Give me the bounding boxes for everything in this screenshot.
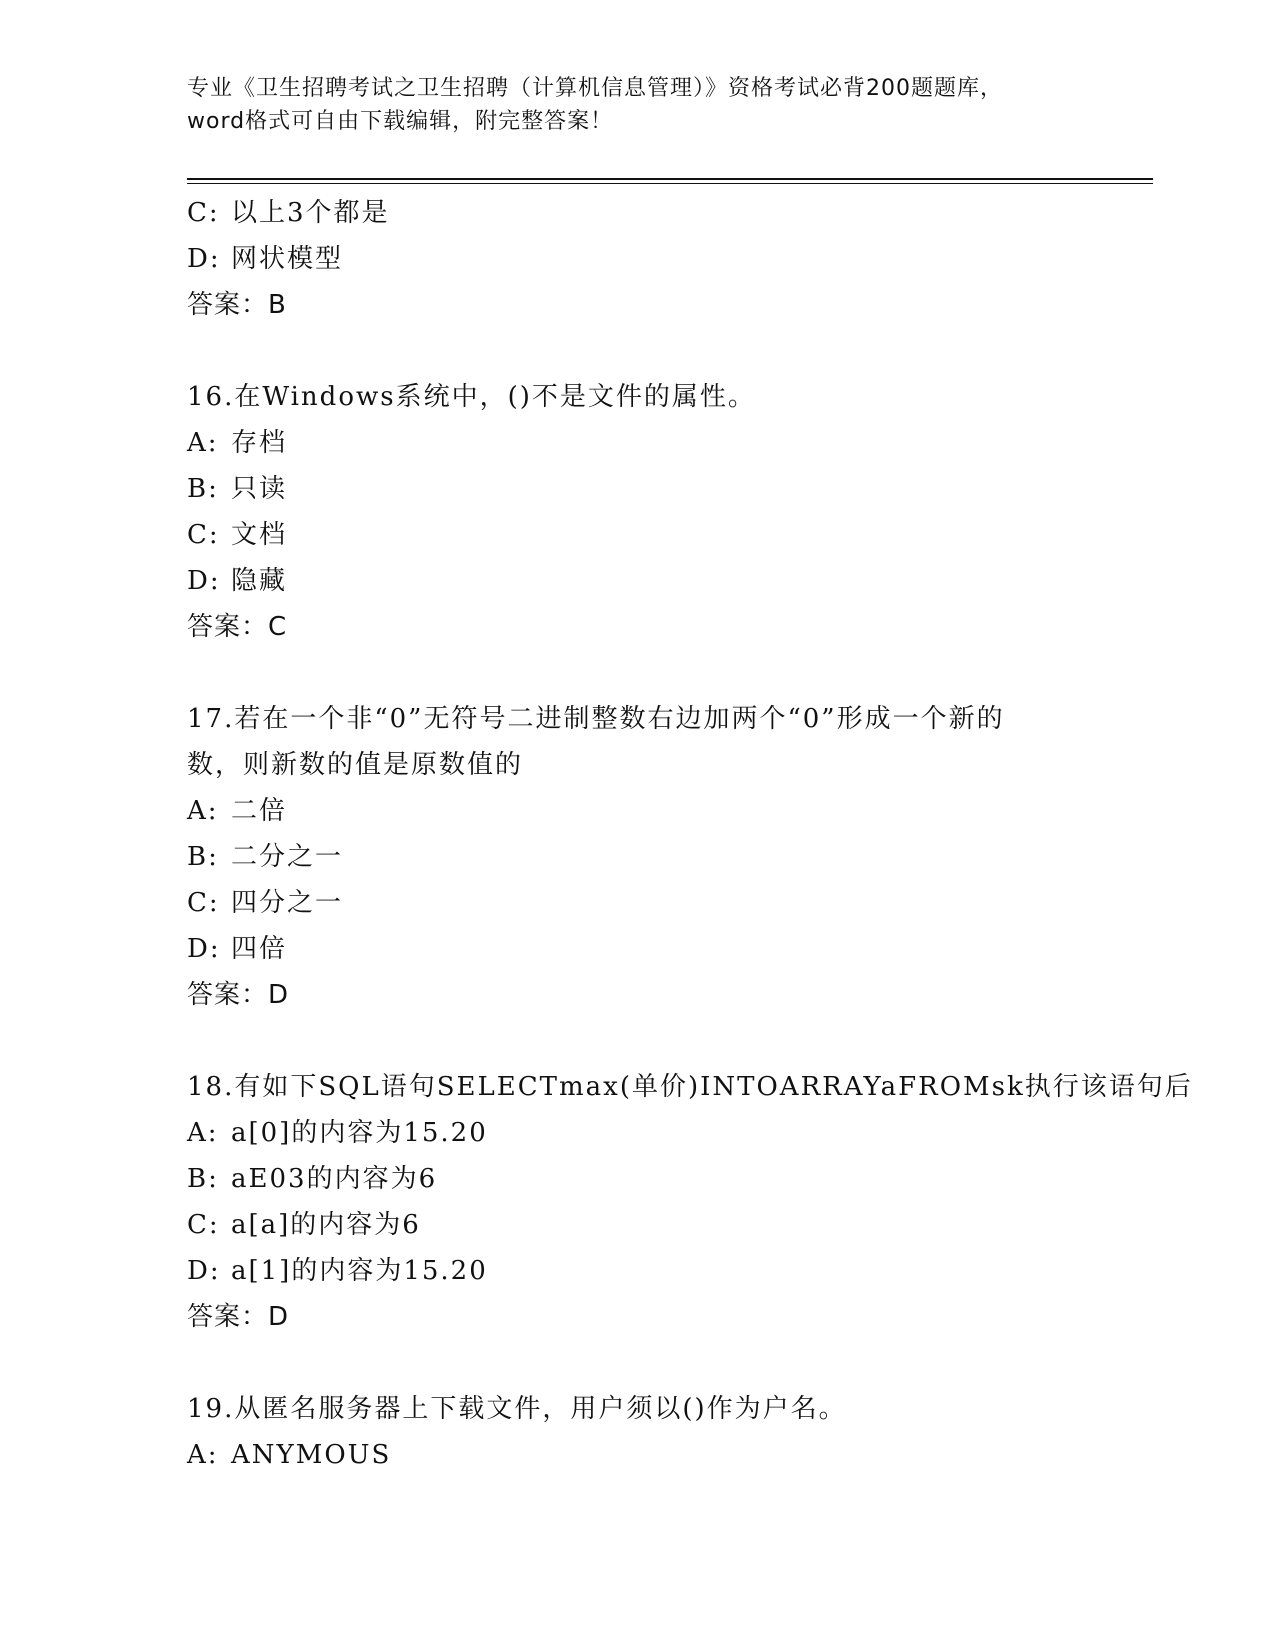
question-19	[187, 1386, 1153, 1478]
answer-line: 答案：D	[187, 1302, 290, 1332]
header-divider-thin	[187, 183, 1153, 184]
option-label: C:	[187, 198, 220, 228]
spacer	[187, 1018, 1153, 1064]
question-16	[187, 374, 1153, 650]
option-label: D:	[187, 1256, 221, 1286]
option-text: aE03的内容为6	[231, 1164, 438, 1194]
option-text: a[a]的内容为6	[231, 1210, 421, 1240]
question-18	[187, 1064, 1193, 1340]
option-b	[187, 1156, 1153, 1202]
question-text-line-1: 17.若在一个非“0”无符号二进制整数右边加两个“0”形成一个新的	[187, 704, 1005, 734]
option-a	[187, 1110, 1153, 1156]
option-label: C:	[187, 888, 220, 918]
spacer	[187, 1340, 1153, 1386]
option-d	[187, 558, 1153, 604]
option-c	[187, 880, 1153, 926]
option-text: 只读	[231, 474, 288, 504]
question-text: 19.从匿名服务器上下载文件，用户须以()作为户名。	[187, 1394, 847, 1424]
option-label: D:	[187, 566, 221, 596]
option-label: D:	[187, 934, 221, 964]
option-text: ANYMOUS	[231, 1440, 392, 1470]
option-a	[187, 420, 1153, 466]
option-b	[187, 834, 1153, 880]
option-label: D:	[187, 244, 221, 274]
answer-line: 答案：C	[187, 612, 288, 642]
question-text-line-2: 数，则新数的值是原数值的	[187, 750, 524, 780]
option-d	[187, 926, 1153, 972]
option-d	[187, 1248, 1153, 1294]
option-label: A:	[187, 1440, 219, 1470]
option-b	[187, 466, 1153, 512]
header-line-1: 专业《卫生招聘考试之卫生招聘（计算机信息管理）》资格考试必背200题题库，	[187, 76, 1003, 101]
option-a	[187, 1432, 1153, 1478]
question-text: 16.在Windows系统中，()不是文件的属性。	[187, 382, 756, 412]
document-header	[187, 72, 1087, 138]
option-text: 存档	[231, 428, 288, 458]
option-text: 四分之一	[231, 888, 344, 918]
answer-line: 答案：B	[187, 290, 287, 320]
option-a	[187, 788, 1153, 834]
question-list	[187, 190, 1193, 1478]
option-label: A:	[187, 428, 219, 458]
option-text: 隐藏	[231, 566, 288, 596]
question-text: 18.有如下SQL语句SELECTmax(单价)INTOARRAYaFROMsk执行该语句后	[187, 1072, 1193, 1102]
option-text: a[1]的内容为15.20	[231, 1256, 488, 1286]
spacer	[187, 650, 1153, 696]
spacer	[187, 328, 1153, 374]
option-d	[187, 236, 1153, 282]
question-15-partial	[187, 190, 1153, 328]
header-line-2: word格式可自由下载编辑，附完整答案！	[187, 109, 614, 134]
answer-line: 答案：D	[187, 980, 290, 1010]
option-c	[187, 1202, 1153, 1248]
option-text: 以上3个都是	[231, 198, 390, 228]
option-c	[187, 190, 1153, 236]
option-text: a[0]的内容为15.20	[231, 1118, 488, 1148]
option-label: B:	[187, 842, 219, 872]
header-divider	[187, 178, 1153, 180]
option-label: C:	[187, 1210, 220, 1240]
option-text: 二分之一	[231, 842, 344, 872]
question-17	[187, 696, 1153, 1018]
option-label: A:	[187, 1118, 219, 1148]
option-text: 文档	[231, 520, 288, 550]
option-label: A:	[187, 796, 219, 826]
option-label: B:	[187, 1164, 219, 1194]
option-label: C:	[187, 520, 220, 550]
option-text: 二倍	[231, 796, 288, 826]
option-label: B:	[187, 474, 219, 504]
option-c	[187, 512, 1153, 558]
option-text: 网状模型	[231, 244, 344, 274]
option-text: 四倍	[231, 934, 288, 964]
